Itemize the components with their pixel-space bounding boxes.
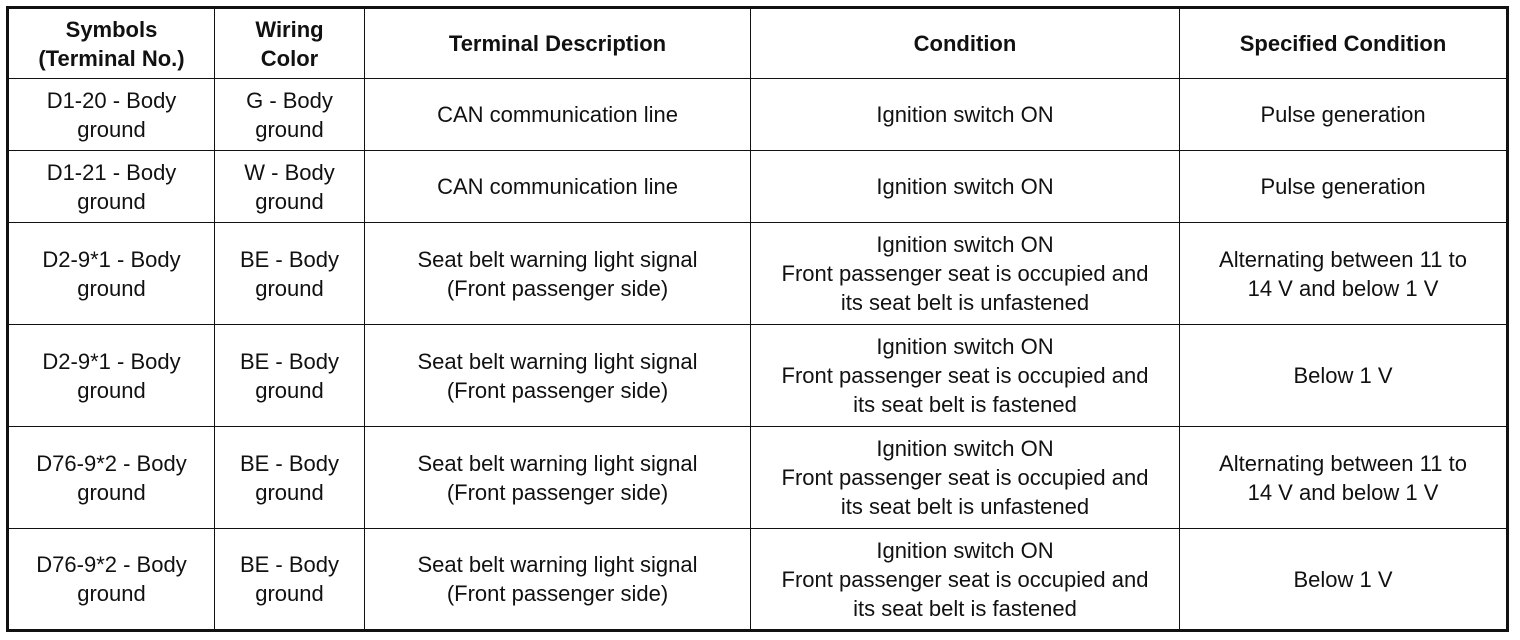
header-terminal-description: Terminal Description — [365, 8, 751, 79]
wiring-color-cell: W - Body ground — [215, 151, 365, 223]
description-cell: CAN communication line — [365, 79, 751, 151]
condition-cell: Ignition switch ON Front passenger seat is occupied and its seat belt is unfastened — [751, 427, 1180, 529]
description-cell: CAN communication line — [365, 151, 751, 223]
terminal-cell: D2-9*1 - Body ground — [8, 325, 215, 427]
table-header-row — [8, 8, 1508, 79]
specified-condition-cell: Below 1 V — [1180, 325, 1508, 427]
specified-condition-cell: Alternating between 11 to 14 V and below 1 V — [1180, 223, 1508, 325]
wiring-color-cell: G - Body ground — [215, 79, 365, 151]
description-cell: Seat belt warning light signal (Front passenger side) — [365, 223, 751, 325]
table-row — [8, 325, 1508, 427]
wiring-color-cell: BE - Body ground — [215, 223, 365, 325]
terminal-cell: D76-9*2 - Body ground — [8, 427, 215, 529]
terminal-cell: D1-20 - Body ground — [8, 79, 215, 151]
description-cell: Seat belt warning light signal (Front passenger side) — [365, 427, 751, 529]
specified-condition-cell: Pulse generation — [1180, 151, 1508, 223]
table-row — [8, 151, 1508, 223]
terminal-cell: D2-9*1 - Body ground — [8, 223, 215, 325]
table-row — [8, 529, 1508, 631]
specified-condition-cell: Alternating between 11 to 14 V and below 1 V — [1180, 427, 1508, 529]
terminal-cell: D76-9*2 - Body ground — [8, 529, 215, 631]
header-specified-condition: Specified Condition — [1180, 8, 1508, 79]
specified-condition-cell: Pulse generation — [1180, 79, 1508, 151]
wiring-color-cell: BE - Body ground — [215, 529, 365, 631]
terminal-cell: D1-21 - Body ground — [8, 151, 215, 223]
specified-condition-cell: Below 1 V — [1180, 529, 1508, 631]
condition-cell: Ignition switch ON Front passenger seat is occupied and its seat belt is fastened — [751, 325, 1180, 427]
table-row — [8, 427, 1508, 529]
condition-cell: Ignition switch ON Front passenger seat is occupied and its seat belt is fastened — [751, 529, 1180, 631]
wiring-color-cell: BE - Body ground — [215, 427, 365, 529]
terminal-spec-table — [6, 6, 1509, 632]
description-cell: Seat belt warning light signal (Front passenger side) — [365, 325, 751, 427]
header-symbols: Symbols (Terminal No.) — [8, 8, 215, 79]
header-condition: Condition — [751, 8, 1180, 79]
wiring-color-cell: BE - Body ground — [215, 325, 365, 427]
condition-cell: Ignition switch ON — [751, 151, 1180, 223]
header-wiring-color: Wiring Color — [215, 8, 365, 79]
condition-cell: Ignition switch ON — [751, 79, 1180, 151]
description-cell: Seat belt warning light signal (Front passenger side) — [365, 529, 751, 631]
table-row — [8, 79, 1508, 151]
condition-cell: Ignition switch ON Front passenger seat is occupied and its seat belt is unfastened — [751, 223, 1180, 325]
table-row — [8, 223, 1508, 325]
